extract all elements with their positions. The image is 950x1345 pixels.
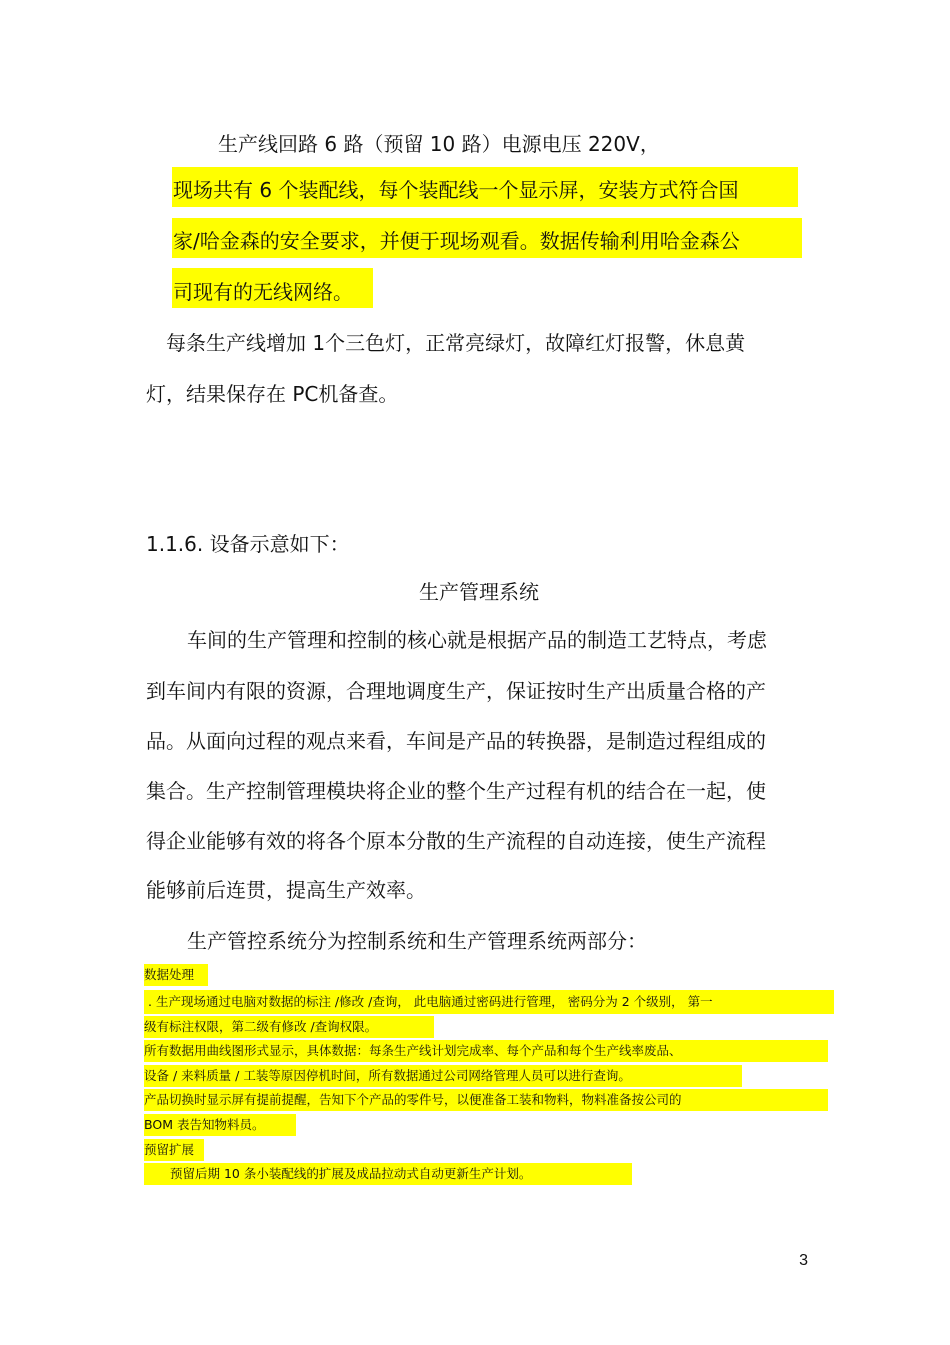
subsection-label-data: 数据处理 [144,967,195,982]
lamp-paragraph-line: 每条生产线增加 1个三色灯，正常亮绿灯，故障红灯报警，休息黄 [166,331,746,355]
body-line: 能够前后连贯，提高生产效率。 [146,878,426,902]
highlight-line: 现场共有 6 个装配线，每个装配线一个显示屏，安装方式符合国 [173,178,739,202]
body-line: 品。从面向过程的观点来看，车间是产品的转换器，是制造过程组成的 [146,729,766,753]
small-line: 级有标注权限，第二级有修改 /查询权限。 [144,1019,378,1034]
small-line: BOM 表告知物料员。 [144,1117,265,1132]
body-line: 集合。生产控制管理模块将企业的整个生产过程有机的结合在一起，使 [146,779,766,803]
section-heading: 1.1.6. 设备示意如下： [146,532,350,556]
highlight-line: 家/哈金森的安全要求，并便于现场观看。数据传输利用哈金森公 [173,229,740,253]
lamp-paragraph-line: 灯，结果保存在 PC机备查。 [146,382,399,406]
body-line: 到车间内有限的资源，合理地调度生产，保证按时生产出质量合格的产 [146,679,766,703]
small-line: 所有数据用曲线图形式显示，具体数据：每条生产线计划完成率、每个产品和每个生产线率废品、 [144,1043,682,1058]
small-line: 预留后期 10 条小装配线的扩展及成品拉动式自动更新生产计划。 [170,1166,532,1181]
highlight-line: 司现有的无线网络。 [173,280,353,304]
small-line: 产品切换时显示屏有提前提醒，告知下个产品的零件号，以便准备工装和物料，物料准备按公司的 [144,1092,682,1107]
body-line: 车间的生产管理和控制的核心就是根据产品的制造工艺特点，考虑 [187,628,767,652]
subsection-label-expansion: 预留扩展 [144,1142,195,1157]
small-line: . 生产现场通过电脑对数据的标注 /修改 /查询， 此电脑通过密码进行管理， 密码分为 2 个级别， 第一 [148,994,713,1009]
summary-line: 生产管控系统分为控制系统和生产管理系统两部分： [187,929,647,953]
page-number: 3 [799,1252,808,1269]
body-line: 得企业能够有效的将各个原本分散的生产流程的自动连接，使生产流程 [146,829,766,853]
section-title: 生产管理系统 [419,580,539,604]
small-line: 设备 / 来料质量 / 工装等原因停机时间，所有数据通过公司网络管理人员可以进行查询。 [144,1068,631,1083]
power-spec-line: 生产线回路 6 路（预留 10 路）电源电压 220V， [218,132,660,156]
